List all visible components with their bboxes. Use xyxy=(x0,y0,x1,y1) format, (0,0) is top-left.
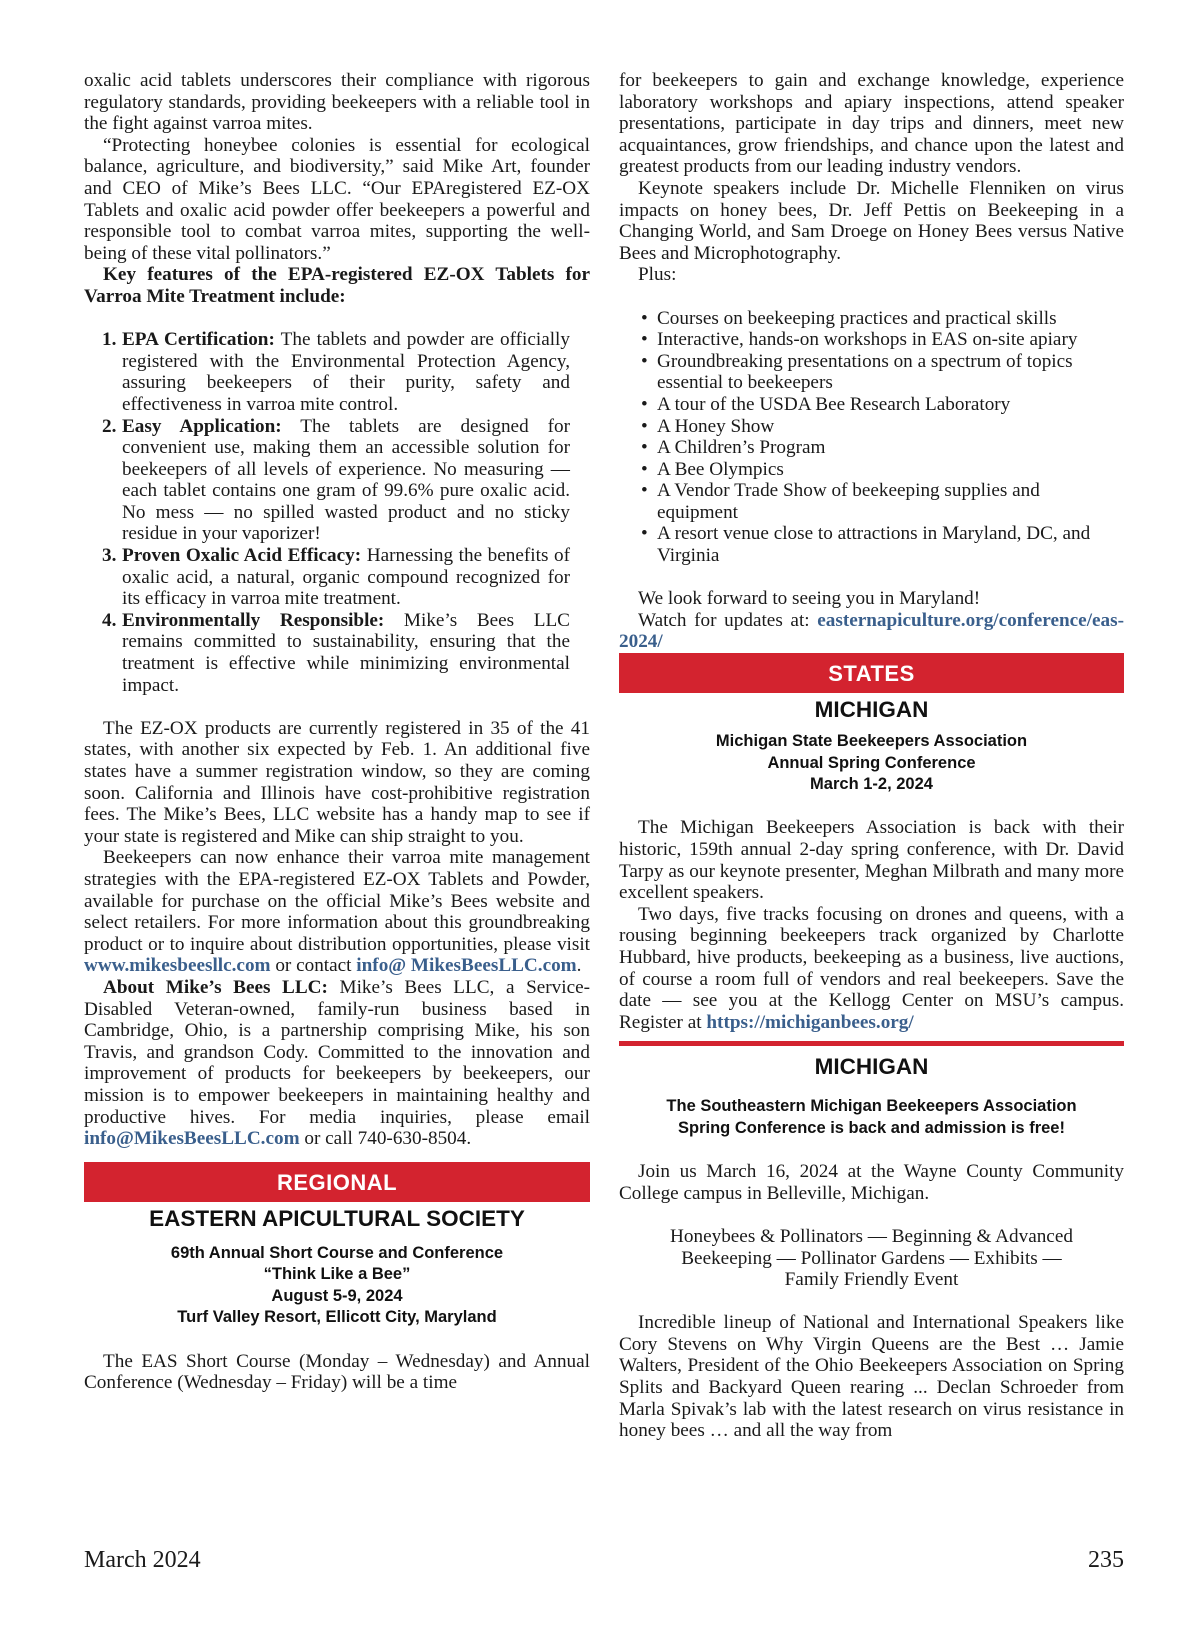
right-column xyxy=(619,70,1124,1442)
subtitle-line: Annual Spring Conference xyxy=(767,753,976,772)
conference-highlights-list xyxy=(619,308,1124,567)
list-item: • A Bee Olympics xyxy=(619,459,1124,481)
list-item: • A Vendor Trade Show of beekeeping supplies and equipment xyxy=(619,480,1124,523)
event-features-line: Beekeeping — Pollinator Gardens — Exhibits — xyxy=(681,1247,1062,1269)
paragraph: Two days, five tracks focusing on drones and queens, with a rousing beginning beekeepers track organized by Charlotte Hubbard, hive products, beekeeping as a business, live auctions, of course a room full of vendors and real beekeepers. Save the date — see you at the Kellogg Center on MSU’s campus. Register at https://michiganbees.org/ xyxy=(619,903,1124,1033)
event-features-line: Honeybees & Pollinators — Beginning & Advanced xyxy=(670,1225,1073,1247)
section-title: MICHIGAN xyxy=(814,697,929,723)
list-item: • A resort venue close to attractions in Maryland, DC, and Virginia xyxy=(619,523,1124,566)
paragraph: Incredible lineup of National and International Speakers like Cory Stevens on Why Virgin Queens are the Best … Jamie Walters, President of the Ohio Beekeepers Association on Spring Splits and Backyard Queen rearing ... Declan Schroeder from Marla Spivak’s lab with the latest research on virus resistance in honey bees … and all the way from xyxy=(619,1312,1124,1442)
paragraph: oxalic acid tablets underscores their compliance with rigorous regulatory standards, providing beekeepers with a reliable tool in the fight against varroa mites. xyxy=(84,70,590,135)
eas-subtitle-line: August 5-9, 2024 xyxy=(271,1286,403,1305)
paragraph: The EZ-OX products are currently registered in 35 of the 41 states, with another six expected by Feb. 1. An additional five states have a summer registration window, so they are coming soon. California and Illinois have cost-prohibitive registration fees. The Mike’s Bees, LLC website has a handy map to see if your state is registered and Mike can ship straight to you. xyxy=(84,717,590,847)
paragraph: for beekeepers to gain and exchange knowledge, experience laboratory workshops and apiary inspections, attend speaker presentations, participate in day trips and dinners, meet new acquaintances, grow friendships, and chance upon the latest and greatest products from our leading industry vendors. xyxy=(619,70,1124,178)
eas-conference-link[interactable]: easternapiculture.org/conference/eas-2024/ xyxy=(619,609,1124,653)
about-paragraph: About Mike’s Bees LLC: Mike’s Bees LLC, a Service-Disabled Veteran-owned, family-run business based in Cambridge, Ohio, is a partnership comprising Mike, his son Travis, and grandson Cody. Committed to the innovation and improvement of products for beekeepers by beekeepers, our mission is to empower beekeepers in maintaining healthy and productive hives. For media inquiries, please email info@MikesBeesLLC.com or call 740-630-8504. xyxy=(84,976,590,1150)
subtitle-line: Spring Conference is back and admission is free! xyxy=(678,1118,1065,1137)
subtitle-line: March 1-2, 2024 xyxy=(810,775,933,794)
paragraph: Keynote speakers include Dr. Michelle Flenniken on virus impacts on honey bees, Dr. Jeff Pettis on Beekeeping in a Changing World, and Sam Droege on Honey Bees versus Native Bees and Microphotography. xyxy=(619,177,1124,264)
subtitle-line: Michigan State Beekeepers Association xyxy=(715,732,1028,751)
eas-subtitle-line: 69th Annual Short Course and Conference xyxy=(170,1243,504,1262)
regional-banner: REGIONAL xyxy=(84,1162,590,1202)
states-banner: STATES xyxy=(619,653,1124,693)
page-number: 235 xyxy=(1088,1547,1124,1573)
website-link[interactable]: www.mikesbeesllc.com xyxy=(84,955,271,977)
list-item: • A Children’s Program xyxy=(619,437,1124,459)
eas-subtitle-line: “Think Like a Bee” xyxy=(263,1265,411,1284)
list-item: 3. Proven Oxalic Acid Efficacy: Harnessing the benefits of oxalic acid, a natural, organic compound recognized for its efficacy in varroa mite treatment. xyxy=(102,545,570,610)
email-link[interactable]: info@ MikesBeesLLC.com xyxy=(356,955,577,977)
left-column xyxy=(84,70,590,1394)
list-item: 2. Easy Application: The tablets are designed for convenient use, making them an accessible solution for beekeepers of all levels of experience. No measuring — each tablet contains one gram of 99.6% pure oxalic acid. No mess — no spilled wasted product and no sticky residue in your vaporizer! xyxy=(102,415,570,545)
list-item: • Courses on beekeeping practices and practical skills xyxy=(619,308,1124,330)
list-item: • A tour of the USDA Bee Research Laboratory xyxy=(619,394,1124,416)
list-item: • Groundbreaking presentations on a spectrum of topics essential to beekeepers xyxy=(619,351,1124,394)
paragraph: The Michigan Beekeepers Association is back with their historic, 159th annual 2-day spring conference, with Dr. David Tarpy as our keynote presenter, Meghan Milbrath and many more excellent speakers. xyxy=(619,817,1124,904)
section-divider xyxy=(619,1041,1124,1046)
paragraph: Watch for updates at: easternapiculture.org/conference/eas-2024/ xyxy=(619,609,1124,653)
register-link[interactable]: https://michiganbees.org/ xyxy=(706,1011,914,1033)
footer-date: March 2024 xyxy=(84,1547,201,1573)
paragraph: “Protecting honeybee colonies is essential for ecological balance, agriculture, and biodiversity,” said Mike Art, founder and CEO of Mike’s Bees LLC. “Our EPAregistered EZ-OX Tablets and oxalic acid powder offer beekeepers a powerful and responsible tool to combat varroa mites, supporting the well-being of these vital pollinators.” xyxy=(84,134,590,264)
event-features-line: Family Friendly Event xyxy=(784,1269,959,1291)
section-title: MICHIGAN xyxy=(814,1054,929,1080)
paragraph: Beekeepers can now enhance their varroa mite management strategies with the EPA-registered EZ-OX Tablets and Powder, available for purchase on the official Mike’s Bees website and select retailers. For more information about this groundbreaking product or to inquire about distribution opportunities, please visit www.mikesbeesllc.com or contact info@ MikesBeesLLC.com. xyxy=(84,847,590,977)
list-item: 1. EPA Certification: The tablets and powder are officially registered with the Environmental Protection Agency, assuring beekeepers of their purity, safety and effectiveness in varroa mite control. xyxy=(102,329,570,415)
subtitle-line: The Southeastern Michigan Beekeepers Association xyxy=(666,1097,1077,1116)
paragraph: We look forward to seeing you in Maryland! xyxy=(638,588,981,610)
paragraph: The EAS Short Course (Monday – Wednesday) and Annual Conference (Wednesday – Friday) will be a time xyxy=(84,1350,590,1394)
features-intro: Key features of the EPA-registered EZ-OX Tablets for Varroa Mite Treatment include: xyxy=(84,264,590,307)
list-item: • A Honey Show xyxy=(619,416,1124,438)
media-email-link[interactable]: info@MikesBeesLLC.com xyxy=(84,1128,300,1150)
features-list xyxy=(84,329,590,696)
eas-subtitle-line: Turf Valley Resort, Ellicott City, Maryland xyxy=(177,1308,497,1327)
list-item: 4. Environmentally Responsible: Mike’s Bees LLC remains committed to sustainability, ensuring that the treatment is effective while minimizing environmental impact. xyxy=(102,609,570,696)
paragraph: Join us March 16, 2024 at the Wayne County Community College campus in Belleville, Michigan. xyxy=(619,1161,1124,1204)
list-item: • Interactive, hands-on workshops in EAS on-site apiary xyxy=(619,329,1124,351)
plus-label: Plus: xyxy=(638,264,677,286)
eas-title: EASTERN APICULTURAL SOCIETY xyxy=(149,1205,525,1231)
